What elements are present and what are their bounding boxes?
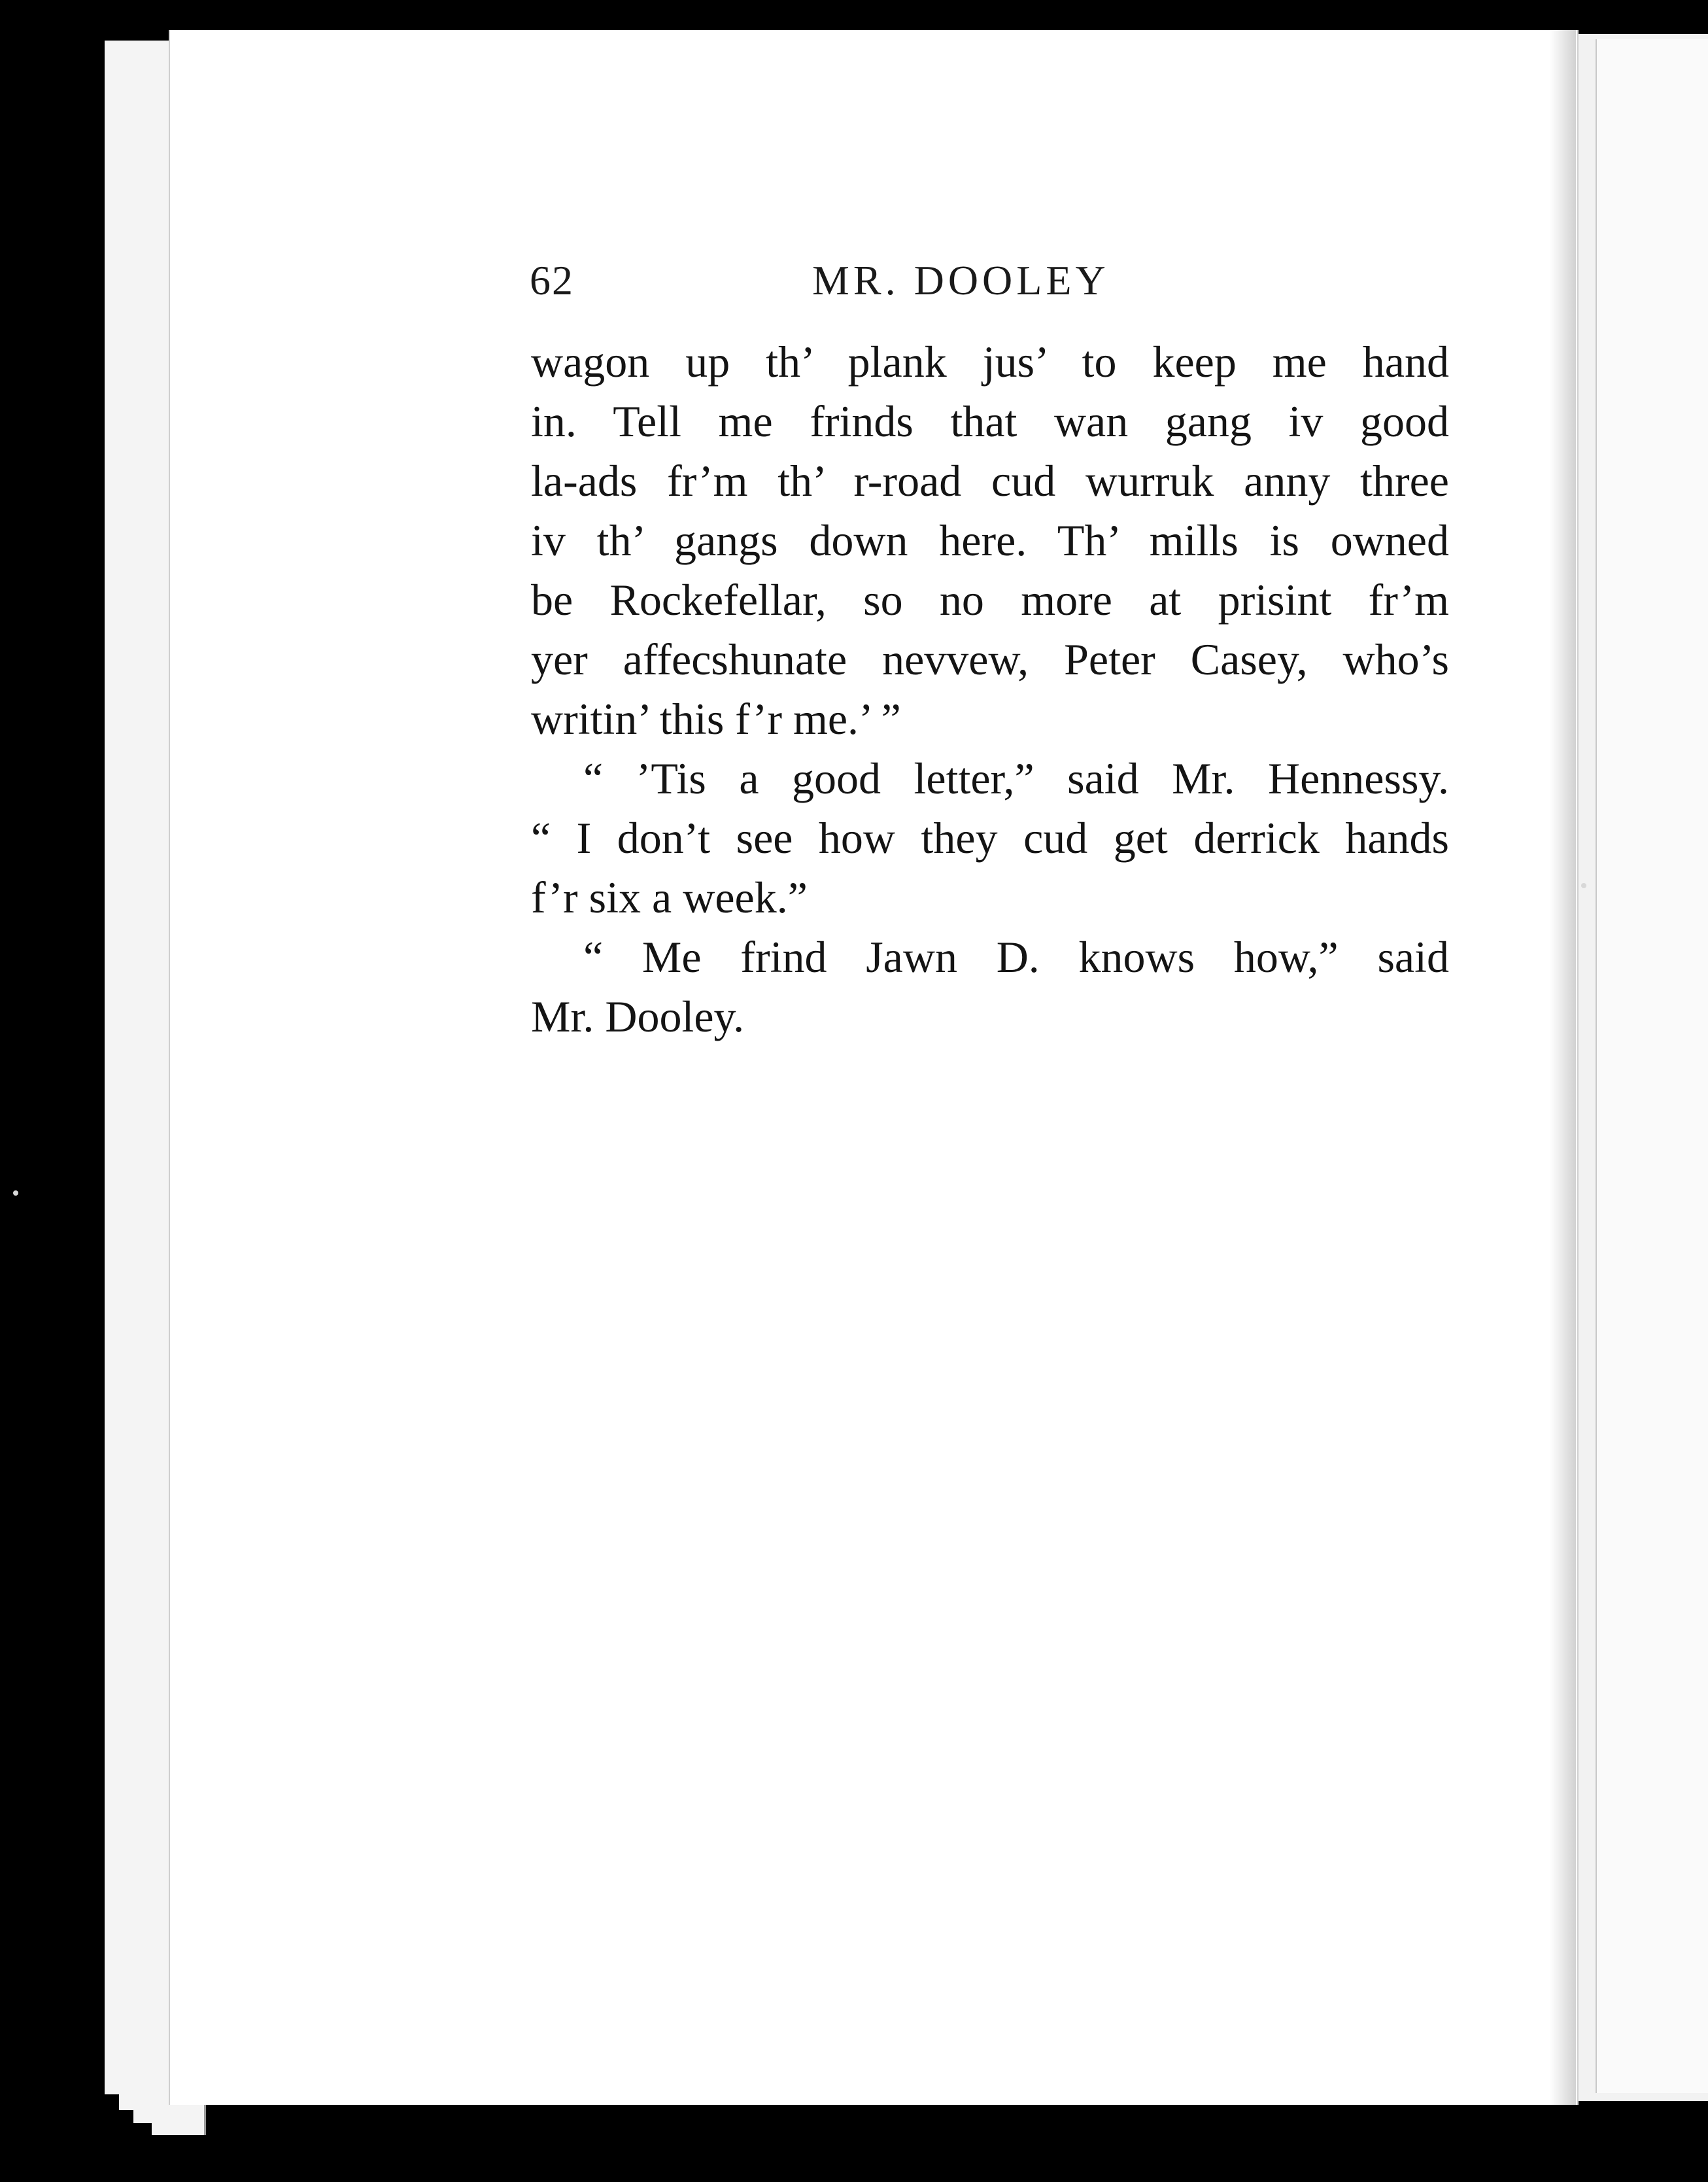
text-line: “ I don’t see how they cud get derrick hands bbox=[531, 813, 1449, 863]
facing-page-inner bbox=[1596, 39, 1708, 2093]
text-line: yer affecshunate nevvew, Peter Casey, who’s bbox=[531, 634, 1449, 684]
body-text bbox=[531, 332, 1449, 1047]
text-line: be Rockefellar, so no more at prisint fr’m bbox=[531, 575, 1449, 625]
text-line: la-ads fr’m th’ r-road cud wurruk anny three bbox=[531, 456, 1449, 506]
paper-speck bbox=[1581, 883, 1586, 888]
text-line: iv th’ gangs down here. Th’ mills is owned bbox=[531, 515, 1449, 565]
text-line: wagon up th’ plank jus’ to keep me hand bbox=[531, 337, 1449, 387]
page-header bbox=[530, 256, 1452, 309]
page-number: 62 bbox=[530, 257, 574, 303]
text-line: in. Tell me frinds that wan gang iv good bbox=[531, 396, 1449, 446]
scan-speck bbox=[13, 1190, 18, 1196]
page-gutter-shadow bbox=[1550, 30, 1576, 2105]
text-line: f’r six a week.” bbox=[531, 873, 808, 922]
text-line: writin’ this f’r me.’ ” bbox=[531, 694, 901, 744]
text-line: “ Me frind Jawn D. knows how,” said bbox=[583, 932, 1449, 982]
text-line: “ ’Tis a good letter,” said Mr. Hennessy. bbox=[583, 753, 1449, 803]
text-line: Mr. Dooley. bbox=[531, 992, 745, 1041]
running-head: MR. DOOLEY bbox=[812, 257, 1110, 303]
